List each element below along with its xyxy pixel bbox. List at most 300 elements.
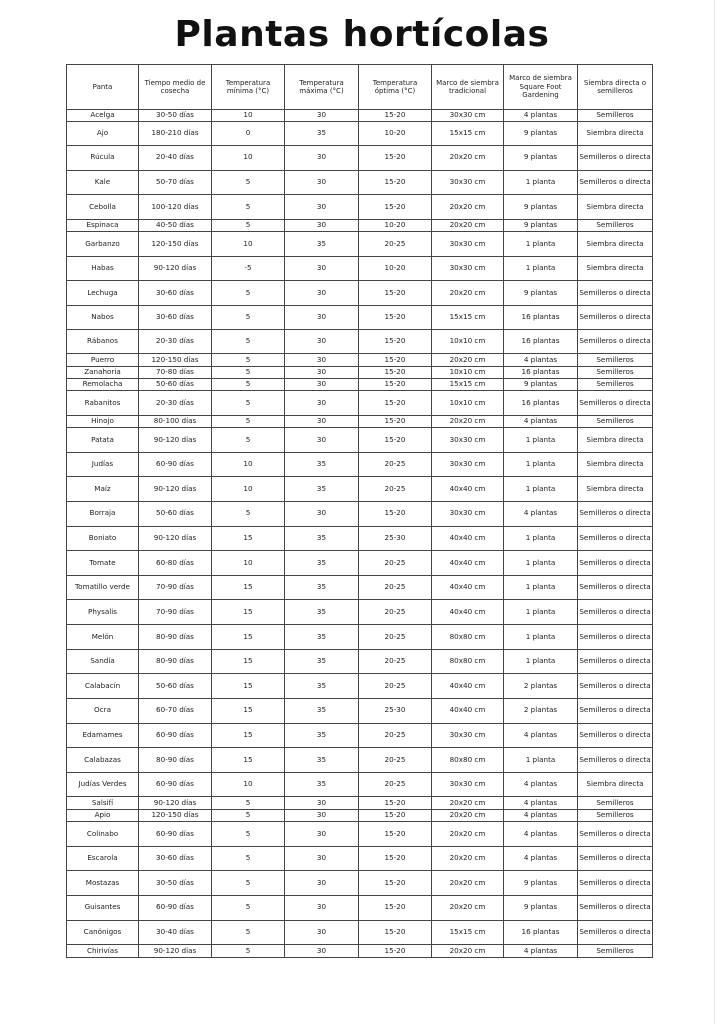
cell-max-temp: 30 [285, 170, 359, 195]
cell-sowing-method: Semilleros o directa [578, 871, 653, 896]
cell-min-temp: 5 [212, 945, 285, 958]
table-header-row [67, 65, 653, 110]
cell-min-temp: 5 [212, 329, 285, 354]
cell-min-temp: 5 [212, 920, 285, 945]
cell-sfg-spacing: 4 plantas [504, 772, 578, 797]
cell-sfg-spacing: 1 planta [504, 551, 578, 576]
cell-max-temp: 30 [285, 256, 359, 281]
cell-sfg-spacing: 9 plantas [504, 145, 578, 170]
cell-max-temp: 35 [285, 649, 359, 674]
table-row [67, 748, 653, 773]
cell-max-temp: 30 [285, 809, 359, 821]
cell-traditional-spacing: 40x40 cm [432, 575, 504, 600]
cell-sowing-method: Semilleros o directa [578, 600, 653, 625]
cell-plant: Guisantes [67, 895, 139, 920]
cell-optimal-temp: 25-30 [359, 526, 432, 551]
cell-plant: Patata [67, 428, 139, 453]
cell-harvest-time: 90-120 días [139, 477, 212, 502]
cell-plant: Ajo [67, 122, 139, 146]
plants-table [66, 64, 653, 958]
cell-sowing-method: Semilleros [578, 366, 653, 378]
cell-optimal-temp: 15-20 [359, 846, 432, 871]
cell-max-temp: 30 [285, 354, 359, 366]
cell-sfg-spacing: 1 planta [504, 748, 578, 773]
table-row [67, 797, 653, 809]
table-row [67, 366, 653, 378]
cell-harvest-time: 90-120 días [139, 797, 212, 809]
cell-optimal-temp: 15-20 [359, 822, 432, 847]
cell-optimal-temp: 25-30 [359, 698, 432, 723]
cell-max-temp: 30 [285, 945, 359, 958]
table-row [67, 809, 653, 821]
cell-optimal-temp: 20-25 [359, 452, 432, 477]
cell-optimal-temp: 15-20 [359, 281, 432, 306]
cell-traditional-spacing: 40x40 cm [432, 600, 504, 625]
cell-max-temp: 35 [285, 674, 359, 699]
cell-sfg-spacing: 9 plantas [504, 378, 578, 390]
cell-plant: Ocra [67, 698, 139, 723]
cell-traditional-spacing: 20x20 cm [432, 945, 504, 958]
cell-plant: Apio [67, 809, 139, 821]
cell-harvest-time: 30-50 días [139, 871, 212, 896]
table-row [67, 772, 653, 797]
cell-sfg-spacing: 4 plantas [504, 809, 578, 821]
cell-optimal-temp: 15-20 [359, 809, 432, 821]
cell-optimal-temp: 15-20 [359, 329, 432, 354]
cell-sowing-method: Siembra directa [578, 452, 653, 477]
cell-traditional-spacing: 20x20 cm [432, 281, 504, 306]
cell-min-temp: 5 [212, 797, 285, 809]
table-row [67, 391, 653, 416]
cell-harvest-time: 90-120 días [139, 428, 212, 453]
cell-sowing-method: Siembra directa [578, 122, 653, 146]
cell-sowing-method: Semilleros o directa [578, 145, 653, 170]
cell-min-temp: 10 [212, 477, 285, 502]
cell-traditional-spacing: 20x20 cm [432, 895, 504, 920]
header-min-temp: Temperatura mínima (°C) [212, 65, 285, 110]
cell-max-temp: 30 [285, 871, 359, 896]
cell-plant: Cebolla [67, 195, 139, 220]
cell-min-temp: 5 [212, 415, 285, 427]
cell-harvest-time: 80-90 días [139, 649, 212, 674]
cell-max-temp: 30 [285, 895, 359, 920]
cell-traditional-spacing: 10x10 cm [432, 366, 504, 378]
cell-max-temp: 35 [285, 748, 359, 773]
cell-traditional-spacing: 80x80 cm [432, 625, 504, 650]
cell-max-temp: 35 [285, 698, 359, 723]
cell-traditional-spacing: 30x30 cm [432, 428, 504, 453]
cell-min-temp: 10 [212, 452, 285, 477]
cell-optimal-temp: 15-20 [359, 945, 432, 958]
cell-sowing-method: Semilleros [578, 797, 653, 809]
cell-traditional-spacing: 40x40 cm [432, 477, 504, 502]
cell-plant: Rábanos [67, 329, 139, 354]
cell-traditional-spacing: 20x20 cm [432, 809, 504, 821]
cell-sowing-method: Siembra directa [578, 256, 653, 281]
cell-sowing-method: Semilleros o directa [578, 329, 653, 354]
cell-sfg-spacing: 1 planta [504, 526, 578, 551]
cell-sfg-spacing: 1 planta [504, 452, 578, 477]
cell-sowing-method: Semilleros o directa [578, 281, 653, 306]
cell-max-temp: 35 [285, 526, 359, 551]
cell-sfg-spacing: 1 planta [504, 600, 578, 625]
cell-traditional-spacing: 30x30 cm [432, 256, 504, 281]
cell-harvest-time: 30-50 días [139, 110, 212, 122]
cell-traditional-spacing: 30x30 cm [432, 232, 504, 257]
cell-harvest-time: 60-80 días [139, 551, 212, 576]
page-edge-line [714, 0, 715, 1024]
cell-sfg-spacing: 1 planta [504, 170, 578, 195]
cell-optimal-temp: 15-20 [359, 366, 432, 378]
table-row [67, 329, 653, 354]
cell-min-temp: 10 [212, 772, 285, 797]
cell-traditional-spacing: 30x30 cm [432, 452, 504, 477]
cell-plant: Boniato [67, 526, 139, 551]
cell-sfg-spacing: 1 planta [504, 649, 578, 674]
cell-sowing-method: Semilleros o directa [578, 895, 653, 920]
cell-optimal-temp: 20-25 [359, 625, 432, 650]
page-title: Plantas hortícolas [174, 14, 550, 55]
table-row [67, 945, 653, 958]
cell-sfg-spacing: 4 plantas [504, 501, 578, 526]
header-traditional-spacing: Marco de siembra tradicional [432, 65, 504, 110]
cell-min-temp: 10 [212, 232, 285, 257]
cell-plant: Escarola [67, 846, 139, 871]
cell-max-temp: 30 [285, 391, 359, 416]
table-row [67, 575, 653, 600]
cell-sowing-method: Semilleros o directa [578, 170, 653, 195]
cell-sowing-method: Semilleros o directa [578, 822, 653, 847]
cell-optimal-temp: 15-20 [359, 305, 432, 329]
cell-sfg-spacing: 9 plantas [504, 871, 578, 896]
cell-sfg-spacing: 4 plantas [504, 110, 578, 122]
cell-optimal-temp: 15-20 [359, 378, 432, 390]
cell-harvest-time: 70-90 días [139, 575, 212, 600]
cell-sowing-method: Semilleros o directa [578, 723, 653, 748]
cell-sfg-spacing: 1 planta [504, 477, 578, 502]
cell-sowing-method: Semilleros o directa [578, 674, 653, 699]
cell-sfg-spacing: 2 plantas [504, 698, 578, 723]
cell-sfg-spacing: 16 plantas [504, 366, 578, 378]
cell-traditional-spacing: 20x20 cm [432, 822, 504, 847]
cell-traditional-spacing: 20x20 cm [432, 219, 504, 231]
cell-sowing-method: Semilleros [578, 809, 653, 821]
header-optimal-temp: Temperatura óptima (°C) [359, 65, 432, 110]
cell-plant: Canónigos [67, 920, 139, 945]
cell-plant: Rabanitos [67, 391, 139, 416]
cell-traditional-spacing: 20x20 cm [432, 846, 504, 871]
cell-min-temp: 5 [212, 809, 285, 821]
cell-optimal-temp: 15-20 [359, 501, 432, 526]
cell-optimal-temp: 20-25 [359, 575, 432, 600]
cell-optimal-temp: 15-20 [359, 110, 432, 122]
cell-traditional-spacing: 15x15 cm [432, 305, 504, 329]
cell-max-temp: 35 [285, 122, 359, 146]
cell-sfg-spacing: 9 plantas [504, 219, 578, 231]
table-row [67, 219, 653, 231]
cell-min-temp: 10 [212, 145, 285, 170]
cell-sowing-method: Semilleros o directa [578, 748, 653, 773]
cell-max-temp: 30 [285, 195, 359, 220]
cell-traditional-spacing: 20x20 cm [432, 354, 504, 366]
table-row [67, 895, 653, 920]
cell-optimal-temp: 15-20 [359, 871, 432, 896]
cell-harvest-time: 20-40 días [139, 145, 212, 170]
cell-traditional-spacing: 20x20 cm [432, 797, 504, 809]
cell-harvest-time: 60-90 días [139, 895, 212, 920]
cell-sfg-spacing: 9 plantas [504, 281, 578, 306]
cell-sfg-spacing: 1 planta [504, 625, 578, 650]
cell-harvest-time: 70-80 días [139, 366, 212, 378]
cell-sfg-spacing: 4 plantas [504, 723, 578, 748]
cell-min-temp: 15 [212, 625, 285, 650]
cell-min-temp: 10 [212, 551, 285, 576]
cell-max-temp: 30 [285, 415, 359, 427]
cell-harvest-time: 120-150 días [139, 809, 212, 821]
cell-min-temp: 15 [212, 649, 285, 674]
cell-harvest-time: 20-30 días [139, 329, 212, 354]
cell-min-temp: 5 [212, 378, 285, 390]
cell-traditional-spacing: 80x80 cm [432, 649, 504, 674]
cell-optimal-temp: 20-25 [359, 748, 432, 773]
cell-max-temp: 35 [285, 452, 359, 477]
cell-plant: Colinabo [67, 822, 139, 847]
cell-plant: Lechuga [67, 281, 139, 306]
cell-min-temp: 15 [212, 723, 285, 748]
cell-optimal-temp: 15-20 [359, 145, 432, 170]
cell-plant: Nabos [67, 305, 139, 329]
cell-sowing-method: Siembra directa [578, 477, 653, 502]
cell-sfg-spacing: 9 plantas [504, 895, 578, 920]
cell-max-temp: 35 [285, 772, 359, 797]
cell-sowing-method: Semilleros [578, 354, 653, 366]
cell-optimal-temp: 10-20 [359, 122, 432, 146]
cell-sfg-spacing: 4 plantas [504, 797, 578, 809]
cell-harvest-time: 60-90 días [139, 452, 212, 477]
cell-sfg-spacing: 1 planta [504, 256, 578, 281]
cell-sowing-method: Semilleros [578, 415, 653, 427]
cell-optimal-temp: 15-20 [359, 170, 432, 195]
table-row [67, 723, 653, 748]
cell-optimal-temp: 10-20 [359, 256, 432, 281]
cell-max-temp: 30 [285, 378, 359, 390]
cell-optimal-temp: 20-25 [359, 674, 432, 699]
cell-harvest-time: 90-120 días [139, 945, 212, 958]
cell-max-temp: 30 [285, 822, 359, 847]
header-sowing-method: Siembra directa o semilleros [578, 65, 653, 110]
cell-plant: Judías [67, 452, 139, 477]
cell-traditional-spacing: 15x15 cm [432, 920, 504, 945]
cell-sfg-spacing: 1 planta [504, 232, 578, 257]
cell-traditional-spacing: 30x30 cm [432, 501, 504, 526]
cell-max-temp: 35 [285, 625, 359, 650]
cell-max-temp: 30 [285, 797, 359, 809]
cell-optimal-temp: 15-20 [359, 895, 432, 920]
cell-min-temp: 5 [212, 281, 285, 306]
table-row [67, 378, 653, 390]
cell-sfg-spacing: 4 plantas [504, 822, 578, 847]
cell-sowing-method: Semilleros o directa [578, 551, 653, 576]
cell-sowing-method: Siembra directa [578, 195, 653, 220]
table-row [67, 354, 653, 366]
cell-harvest-time: 60-90 días [139, 723, 212, 748]
table-row [67, 625, 653, 650]
cell-harvest-time: 120-150 días [139, 354, 212, 366]
table-row [67, 698, 653, 723]
cell-plant: Mostazas [67, 871, 139, 896]
cell-max-temp: 30 [285, 219, 359, 231]
cell-max-temp: 30 [285, 501, 359, 526]
cell-min-temp: 5 [212, 895, 285, 920]
cell-plant: Puerro [67, 354, 139, 366]
cell-traditional-spacing: 30x30 cm [432, 772, 504, 797]
cell-traditional-spacing: 40x40 cm [432, 698, 504, 723]
table-row [67, 256, 653, 281]
cell-plant: Chirivías [67, 945, 139, 958]
cell-sowing-method: Semilleros o directa [578, 698, 653, 723]
cell-sfg-spacing: 4 plantas [504, 415, 578, 427]
cell-harvest-time: 90-120 días [139, 256, 212, 281]
cell-plant: Kale [67, 170, 139, 195]
cell-sfg-spacing: 16 plantas [504, 391, 578, 416]
table-row [67, 501, 653, 526]
cell-optimal-temp: 15-20 [359, 391, 432, 416]
cell-traditional-spacing: 15x15 cm [432, 122, 504, 146]
cell-plant: Salsifí [67, 797, 139, 809]
cell-min-temp: -5 [212, 256, 285, 281]
cell-min-temp: 15 [212, 698, 285, 723]
cell-sowing-method: Siembra directa [578, 232, 653, 257]
header-sfg-spacing: Marco de siembra Square Foot Gardening [504, 65, 578, 110]
table-row [67, 526, 653, 551]
cell-optimal-temp: 15-20 [359, 428, 432, 453]
cell-optimal-temp: 15-20 [359, 354, 432, 366]
cell-optimal-temp: 10-20 [359, 219, 432, 231]
table-row [67, 920, 653, 945]
cell-optimal-temp: 20-25 [359, 232, 432, 257]
table-row [67, 477, 653, 502]
cell-plant: Sandía [67, 649, 139, 674]
table-row [67, 232, 653, 257]
cell-min-temp: 15 [212, 748, 285, 773]
cell-max-temp: 35 [285, 477, 359, 502]
cell-max-temp: 30 [285, 920, 359, 945]
cell-max-temp: 35 [285, 600, 359, 625]
cell-optimal-temp: 20-25 [359, 723, 432, 748]
cell-max-temp: 35 [285, 551, 359, 576]
cell-harvest-time: 50-60 días [139, 674, 212, 699]
cell-traditional-spacing: 40x40 cm [432, 526, 504, 551]
cell-harvest-time: 50-70 días [139, 170, 212, 195]
cell-max-temp: 30 [285, 281, 359, 306]
cell-harvest-time: 30-60 días [139, 305, 212, 329]
table-row [67, 305, 653, 329]
cell-sowing-method: Semilleros o directa [578, 920, 653, 945]
cell-traditional-spacing: 10x10 cm [432, 329, 504, 354]
cell-harvest-time: 60-70 días [139, 698, 212, 723]
table-row [67, 822, 653, 847]
cell-harvest-time: 30-60 días [139, 846, 212, 871]
cell-optimal-temp: 20-25 [359, 772, 432, 797]
cell-sowing-method: Semilleros o directa [578, 625, 653, 650]
cell-plant: Calabazas [67, 748, 139, 773]
table-row [67, 452, 653, 477]
cell-min-temp: 15 [212, 575, 285, 600]
cell-harvest-time: 60-90 días [139, 772, 212, 797]
cell-optimal-temp: 15-20 [359, 797, 432, 809]
cell-sowing-method: Semilleros [578, 945, 653, 958]
cell-plant: Edamames [67, 723, 139, 748]
cell-max-temp: 30 [285, 110, 359, 122]
cell-sfg-spacing: 16 plantas [504, 920, 578, 945]
cell-sfg-spacing: 9 plantas [504, 122, 578, 146]
cell-min-temp: 5 [212, 354, 285, 366]
cell-sowing-method: Semilleros [578, 110, 653, 122]
cell-traditional-spacing: 30x30 cm [432, 110, 504, 122]
cell-harvest-time: 120-150 días [139, 232, 212, 257]
cell-optimal-temp: 15-20 [359, 920, 432, 945]
cell-sfg-spacing: 4 plantas [504, 846, 578, 871]
cell-min-temp: 5 [212, 366, 285, 378]
table-row [67, 415, 653, 427]
cell-optimal-temp: 20-25 [359, 649, 432, 674]
cell-plant: Zanahoria [67, 366, 139, 378]
cell-harvest-time: 50-60 días [139, 501, 212, 526]
cell-sowing-method: Semilleros o directa [578, 526, 653, 551]
table-row [67, 846, 653, 871]
cell-min-temp: 5 [212, 391, 285, 416]
cell-plant: Rúcula [67, 145, 139, 170]
cell-plant: Remolacha [67, 378, 139, 390]
cell-traditional-spacing: 20x20 cm [432, 145, 504, 170]
header-plant: Panta [67, 65, 139, 110]
cell-max-temp: 30 [285, 366, 359, 378]
cell-sfg-spacing: 2 plantas [504, 674, 578, 699]
cell-traditional-spacing: 15x15 cm [432, 378, 504, 390]
cell-max-temp: 35 [285, 723, 359, 748]
cell-max-temp: 35 [285, 575, 359, 600]
cell-sfg-spacing: 1 planta [504, 428, 578, 453]
cell-sfg-spacing: 16 plantas [504, 329, 578, 354]
cell-harvest-time: 40-50 días [139, 219, 212, 231]
table-row [67, 428, 653, 453]
cell-sfg-spacing: 4 plantas [504, 354, 578, 366]
cell-max-temp: 30 [285, 305, 359, 329]
cell-optimal-temp: 15-20 [359, 415, 432, 427]
cell-plant: Judías Verdes [67, 772, 139, 797]
cell-plant: Borraja [67, 501, 139, 526]
cell-max-temp: 30 [285, 145, 359, 170]
cell-sfg-spacing: 4 plantas [504, 945, 578, 958]
cell-max-temp: 35 [285, 232, 359, 257]
cell-sowing-method: Semilleros o directa [578, 649, 653, 674]
cell-harvest-time: 70-90 días [139, 600, 212, 625]
cell-traditional-spacing: 20x20 cm [432, 871, 504, 896]
cell-max-temp: 30 [285, 329, 359, 354]
cell-optimal-temp: 15-20 [359, 195, 432, 220]
table-row [67, 674, 653, 699]
cell-plant: Maíz [67, 477, 139, 502]
cell-optimal-temp: 20-25 [359, 600, 432, 625]
cell-max-temp: 30 [285, 428, 359, 453]
cell-sowing-method: Siembra directa [578, 428, 653, 453]
cell-sfg-spacing: 9 plantas [504, 195, 578, 220]
cell-sowing-method: Siembra directa [578, 772, 653, 797]
cell-sfg-spacing: 16 plantas [504, 305, 578, 329]
cell-min-temp: 5 [212, 305, 285, 329]
table-row [67, 110, 653, 122]
cell-traditional-spacing: 20x20 cm [432, 195, 504, 220]
